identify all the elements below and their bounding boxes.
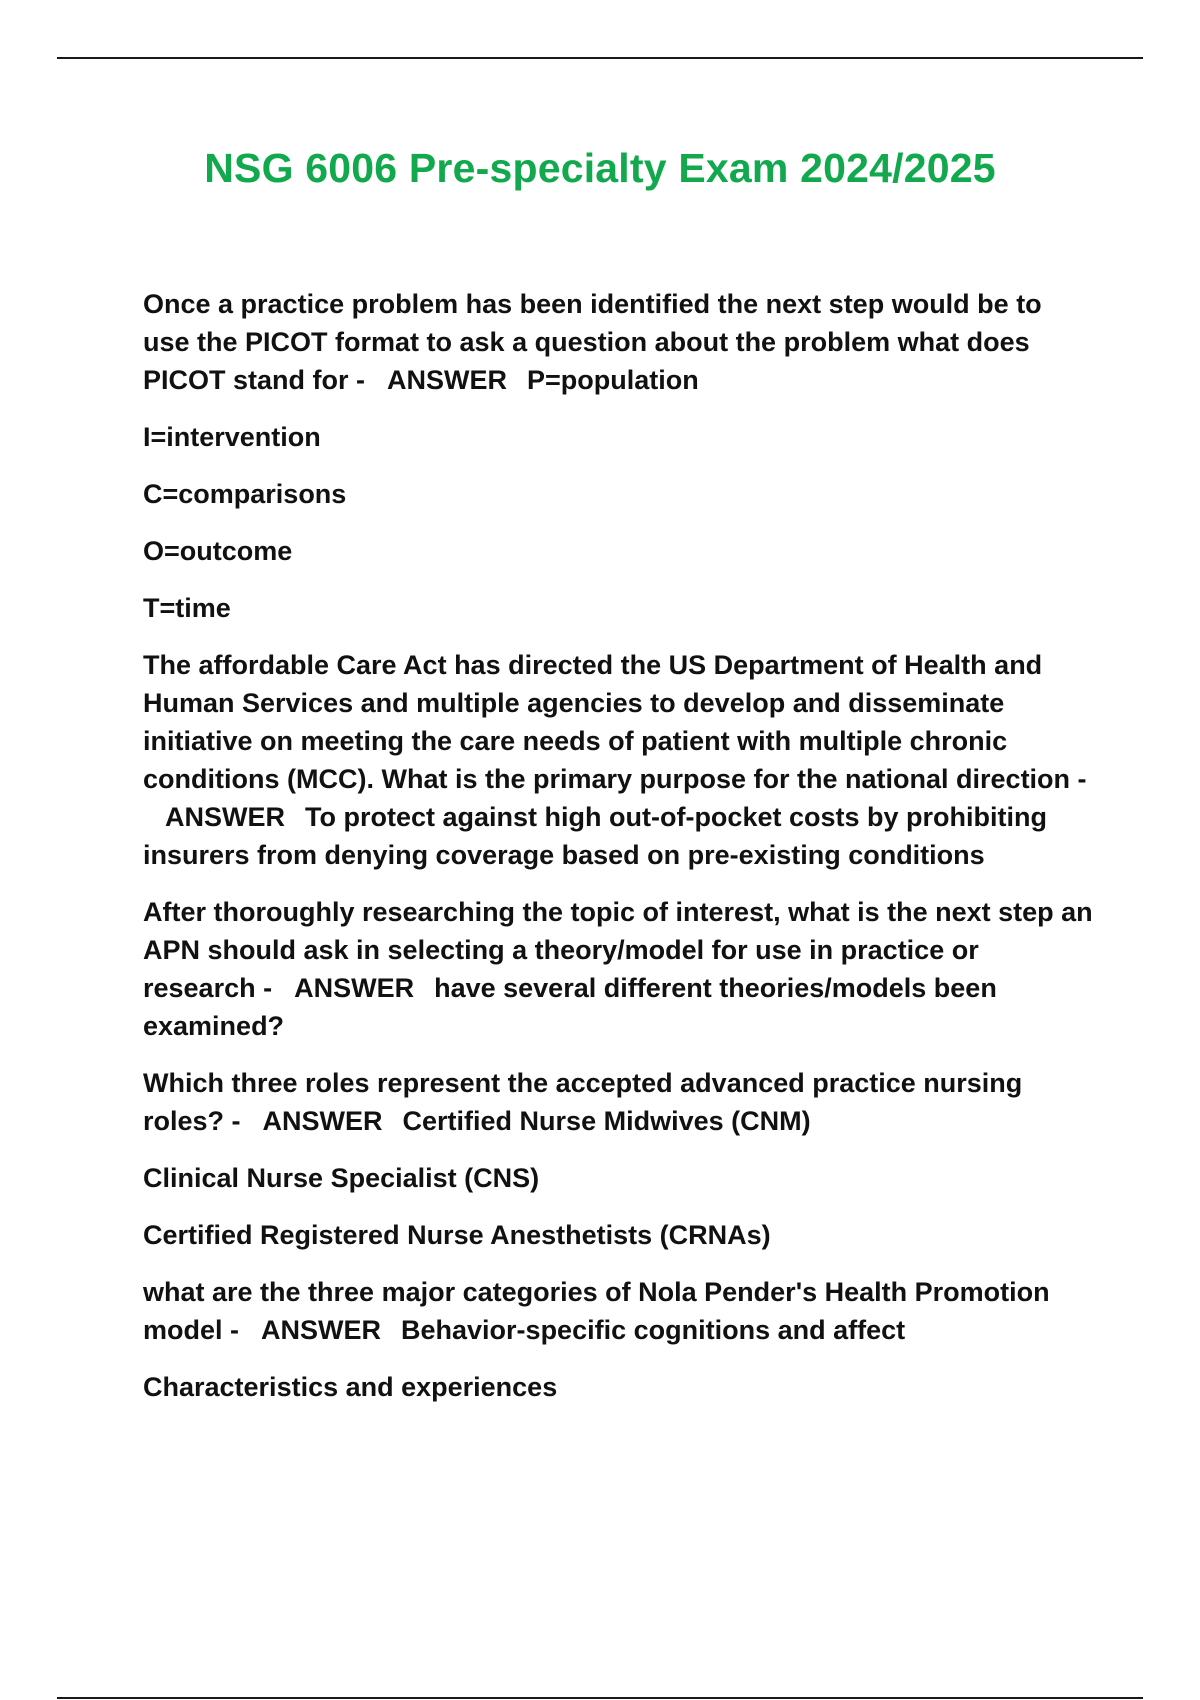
qa-content: [143, 285, 1093, 1425]
answer-line: I=intervention: [143, 422, 321, 452]
top-rule: [57, 57, 1143, 59]
question-text: After thoroughly researching the topic of interest, what is the next step an APN should ask in selecting a theory/model for use in practice or research -: [143, 897, 1093, 1003]
answer-line: O=outcome: [143, 536, 293, 566]
page-title: NSG 6006 Pre-specialty Exam 2024/2025: [204, 145, 996, 191]
question-text: Once a practice problem has been identified the next step would be to use the PICOT format to ask a question about the problem what does PICOT stand for -: [143, 289, 1042, 395]
answer-line: Clinical Nurse Specialist (CNS): [143, 1163, 540, 1193]
answer-text: have several different theories/models been examined?: [143, 973, 997, 1041]
answer-text: P=population: [527, 365, 699, 395]
answer-line: C=comparisons: [143, 479, 347, 509]
answer-text: Behavior-specific cognitions and affect: [401, 1315, 906, 1345]
question-text: The affordable Care Act has directed the US Department of Health and Human Services and multiple agencies to develop and disseminate initiative on meeting the care needs of patient with multiple chronic conditions (MCC). What is the primary purpose for the national direction -: [143, 650, 1087, 794]
qa-item-theory: [143, 893, 1093, 1045]
question-text: Which three roles represent the accepted advanced practice nursing roles? -: [143, 1068, 1023, 1136]
bottom-rule: [57, 1697, 1143, 1699]
answer-text: Certified Nurse Midwives (CNM): [402, 1106, 811, 1136]
answer-text: To protect against high out-of-pocket costs by prohibiting insurers from denying coverage based on pre-existing conditions: [143, 802, 1047, 870]
answer-line: Characteristics and experiences: [143, 1372, 558, 1402]
answer-label: ANSWER: [165, 802, 285, 832]
question-text: what are the three major categories of Nola Pender's Health Promotion model -: [143, 1277, 1050, 1345]
answer-label: ANSWER: [261, 1315, 382, 1345]
answer-line: T=time: [143, 593, 231, 623]
answer-line: Certified Registered Nurse Anesthetists (CRNAs): [143, 1220, 771, 1250]
answer-label: ANSWER: [294, 973, 415, 1003]
qa-item-pender: [143, 1273, 1093, 1349]
qa-item-aca: [143, 646, 1093, 874]
answer-label: ANSWER: [262, 1106, 383, 1136]
answer-label: ANSWER: [387, 365, 507, 395]
qa-item-apn-roles: [143, 1064, 1093, 1140]
qa-item-picot: [143, 285, 1093, 399]
